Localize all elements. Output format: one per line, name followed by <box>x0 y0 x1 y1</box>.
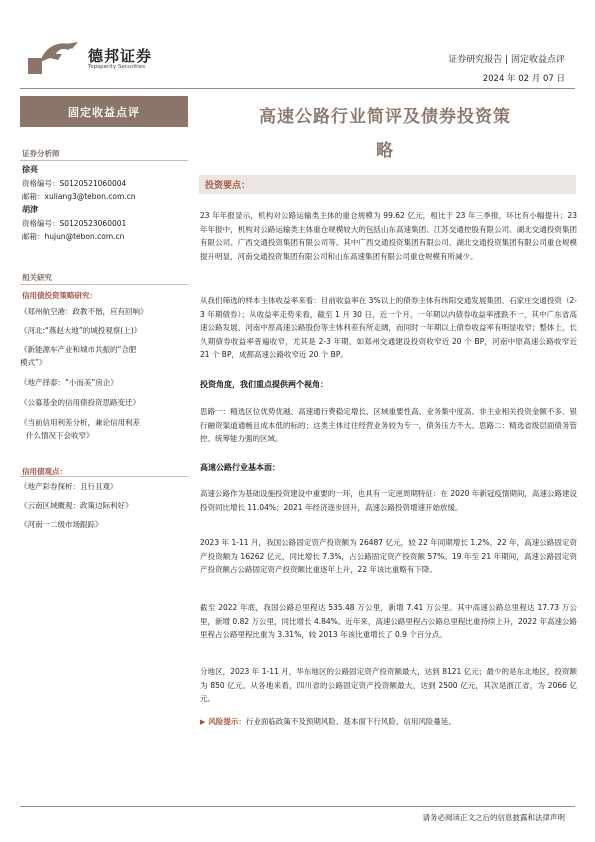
analyst-divider <box>20 160 188 161</box>
risk-text: 行业面临政策不及预期风险、基本面下行风险、信用风险蔓延。 <box>245 717 456 726</box>
paragraph: 截至 2022 年底，我国公路总里程达 535.48 万公里，新增 7.41 万公里。其中高速公路总里程达 17.73 万公里，新增 0.82 万公里，同比增长 4.84%。近年来，高速公路里程占公路总里程比重持续上升，2022 年高速公路里程占公路里程比重为 3.31%，较 2013 年该比重增长了 0.9 个百分点。 <box>200 603 577 639</box>
related-report-link[interactable]: 《河北:“燕赵大地”的城投观察(上)》 <box>20 326 142 335</box>
paragraph: 2023 年 1-11 月，我国公路固定资产投资额为 26487 亿元，较 22 年同期增长 1.2%。22 年，高速公路固定资产投资额为 16262 亿元，同比增长 7.3%，占公路固定资产投资额 57%。19 年至 21 年期间，高速公路固定资产投资额占公路固定资产投资额比重逐年上升，22 年该比重略有下降。 <box>200 538 577 574</box>
paragraph: 思路一：精选区位优势优越、高速通行费稳定增长、区域重要性高、业务集中度高、非主业相关投资金额不多、银行融资渠道通畅且成本低的标的；这类主体过往经营业务较为专一，债务压力不大。思路二：精选省级层面债务管控、统筹能力强的区域。 <box>200 407 577 443</box>
paragraph: 分地区，2023 年 1-11 月，华东地区的公路固定资产投资额最大，达到 8121 亿元；最少的是东北地区，投资额为 850 亿元。从各地来看，四川省的公路固定资产投资额最大，达到 2500 亿元，其次是浙江省，为 2066 亿元。 <box>200 667 577 703</box>
triangle-bullet-icon: ▶ <box>200 718 206 726</box>
section-title: 投资要点： <box>205 181 251 191</box>
related-report-link[interactable]: 《郑州航空港：政教不偕，应有回响》 <box>20 307 148 316</box>
related-divider <box>20 284 188 285</box>
brand-name: 德邦证券 <box>88 47 153 65</box>
related-report-link[interactable]: 《地产择泰：“小而美”房企》 <box>20 378 118 387</box>
related-report-link[interactable]: 《河南一二级市场跟踪》 <box>20 520 103 529</box>
title-line: 高速公路行业简评及债券投资策 <box>259 107 511 127</box>
report-title <box>200 100 570 168</box>
paragraph: 从我们筛选的样本主体收益率来看：目前收益率在 3%以上的债券主体有纬阳交通发展集团、石家庄交通投资（2-3 年期债券）；从收益率走势来看，截至 1 月 30 日，近一个月，一年期以内债券收益率涨跌不一，其中广东省高速公路发展、河南中原高速公路股份等主体利差有所走阔，而同时一年期以上债券收益率有明显收窄；整体上，长久期债券收益率普遍收窄，尤其是 2-3 年期，如郑州交通建设投资收窄近 20 个 BP，河南中原高速公路收窄近 21 个 BP，成都高速公路收窄近 20 个 BP。 <box>200 296 577 359</box>
analyst-email: 邮箱：hujun@tebon.com.cn <box>22 232 125 241</box>
title-line: 略 <box>376 141 394 161</box>
analyst-email: 邮箱：xuliang3@tebon.com.cn <box>22 192 136 201</box>
report-type: 证券研究报告 | 固定收益点评 <box>448 55 565 65</box>
related-report-link-cont[interactable]: 模式”》 <box>20 358 47 367</box>
related-report-link[interactable]: 《地产彩券探析：且行且观》 <box>20 482 118 491</box>
brand-logo-icon <box>28 40 80 74</box>
analyst-heading: 证券分析师 <box>22 149 60 158</box>
related-heading: 相关研究 <box>22 273 52 282</box>
analyst-name: 胡津 <box>22 205 38 214</box>
series-title: 信用债投资策略研究： <box>22 291 97 300</box>
section-header <box>199 175 576 194</box>
risk-note <box>200 716 577 727</box>
footer-divider <box>20 806 575 807</box>
category-banner: 固定收益点评 <box>20 96 188 127</box>
subheading: 高速公路行业基本面： <box>200 463 280 472</box>
series-divider <box>20 476 188 477</box>
paragraph: 高速公路作为基础设施投资建设中重要的一环，也具有一定逆周期特征：在 2020 年新冠疫情期间，高速公路建设投资同比增长 11.04%；2021 年经济逐步回升，高速公路投资增速开始放缓。 <box>200 489 577 512</box>
brand-name-en: Topsperity Securities <box>88 64 146 70</box>
footer-disclaimer: 请务必阅读正文之后的信息披露和法律声明 <box>422 813 565 822</box>
risk-label: 风险提示： <box>208 717 246 726</box>
related-report-link[interactable]: 《公募基金的信用债投资思路变迁》 <box>20 398 140 407</box>
analyst-name: 徐亮 <box>22 165 38 174</box>
related-report-link[interactable]: 《云南区域概观：政策边际利好》 <box>20 501 133 510</box>
report-date: 2024 年 02 月 07 日 <box>482 74 565 84</box>
subheading: 投资角度，我们重点提供两个视角： <box>200 380 328 389</box>
related-report-link[interactable]: 《当前信用利差分析，兼论信用利差 <box>20 418 140 427</box>
header-divider <box>20 88 575 89</box>
analyst-cert: 资格编号：S0120523060001 <box>22 219 127 228</box>
analyst-cert: 资格编号：S0120521060004 <box>22 179 127 188</box>
series-title: 信用债观点： <box>22 467 67 476</box>
related-report-link[interactable]: 《新能源车产业和城市共振的“合肥 <box>20 345 137 354</box>
paragraph: 23 年年报显示，机构对公路运输类主体的重仓规模为 99.62 亿元，相比于 23 年三季报，环比有小幅提升；23 年年报中，机构对公路运输类主体重仓规模较大的包括山东高速集团、江苏交通控股有限公司、湖北交通投资集团有限公司、广西交通投资集团有限公司等。其中广西交通投资集团有限公司、湖北交通投资集团有限公司重仓规模提升明显，河南交通投资集团有限公司和山东高速集团有限公司重仓规模有所减少。 <box>200 211 577 261</box>
related-report-link-cont[interactable]: 什么情况下会收窄》 <box>26 431 94 440</box>
